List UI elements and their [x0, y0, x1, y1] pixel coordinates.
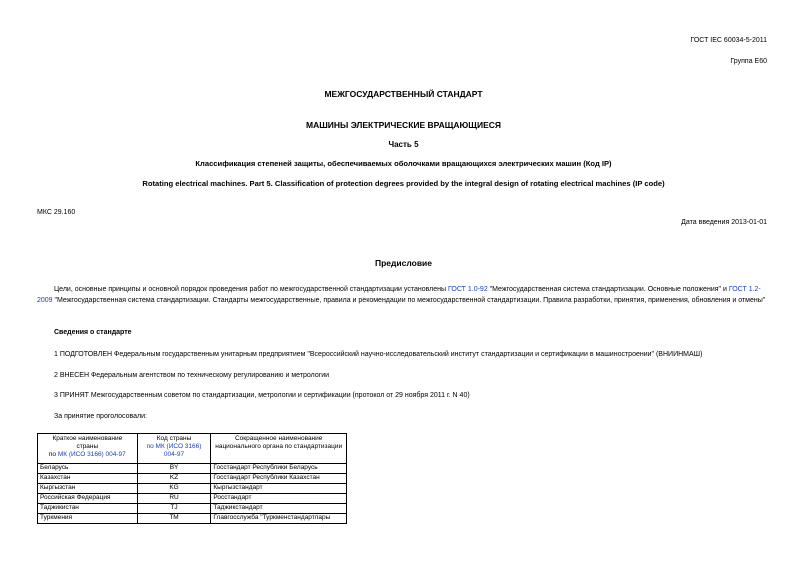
standards-body-cell: Таджикстандарт: [211, 504, 347, 514]
country-cell: Кыргызстан: [38, 484, 138, 494]
standards-body-cell: Госстандарт Республики Казахстан: [211, 474, 347, 484]
standards-body-cell: Кыргызстандарт: [211, 484, 347, 494]
country-cell: Беларусь: [38, 464, 138, 474]
foreword-heading: Предисловие: [374, 258, 433, 268]
code-cell: TM: [137, 514, 211, 524]
table-row: [38, 484, 347, 494]
table-header-row: [38, 434, 347, 464]
code-header-line1: Код страны: [156, 435, 192, 442]
country-code-header: [137, 434, 211, 464]
table-row: [38, 514, 347, 524]
group-code: Группа Е60: [730, 58, 767, 65]
subtitle-english: Rotating electrical machines. Part 5. Classification of protection degrees provided by the integral design of rotating electrical machines (IP code): [142, 179, 665, 188]
standard-info-heading: Сведения о стандарте: [54, 329, 132, 336]
introduction-date: Дата введения 2013-01-01: [681, 219, 767, 226]
code-cell: RU: [137, 494, 211, 504]
mks-code: МКС 29.160: [37, 209, 76, 216]
subtitle-russian: Классификация степеней защиты, обеспечиваемых оболочками вращающихся электрических машин (Код IP): [195, 159, 612, 168]
standard-main-title: МАШИНЫ ЭЛЕКТРИЧЕСКИЕ ВРАЩАЮЩИЕСЯ: [306, 120, 501, 130]
foreword-text-part1: Цели, основные принципы и основной порядок проведения работ по межгосударственной стандартизации установлены: [54, 286, 448, 293]
submitted-by-item: 2 ВНЕСЕН Федеральным агентством по техническому регулированию и метрологии: [54, 372, 330, 379]
standards-body-cell: Госстандарт Республики Беларусь: [211, 464, 347, 474]
code-cell: TJ: [137, 504, 211, 514]
mk-iso-3166-link[interactable]: МК (ИСО 3166) 004-97: [57, 451, 126, 458]
country-header-line2: страны: [76, 443, 99, 450]
country-cell: Казахстан: [38, 474, 138, 484]
part-title: Часть 5: [388, 140, 419, 149]
country-cell: Туркмения: [38, 514, 138, 524]
gost-1-0-92-link[interactable]: ГОСТ 1.0-92: [447, 286, 488, 293]
country-cell: Российская Федерация: [38, 494, 138, 504]
table-row: [38, 464, 347, 474]
country-header-prefix: по: [48, 451, 58, 458]
table-row: [38, 474, 347, 484]
standards-body-cell: Росстандарт: [211, 494, 347, 504]
standards-body-header: Сокращенное наименование национального органа по стандартизации: [211, 434, 347, 464]
code-cell: KZ: [137, 474, 211, 484]
mk-iso-3166-code-link[interactable]: по МК (ИСО 3166) 004-97: [146, 443, 202, 458]
standards-body-cell: Главгосслужба "Туркменстандартлары: [211, 514, 347, 524]
interstate-standard-title: МЕЖГОСУДАРСТВЕННЫЙ СТАНДАРТ: [324, 89, 483, 99]
foreword-text-part3: "Межгосударственная система стандартизации. Стандарты межгосударственные, правила и рекомендации по межгосударственной стандартизации. Правила разработки, принятия, применения, обновления и отмены": [52, 296, 766, 304]
code-cell: KG: [137, 484, 211, 494]
voting-countries-table: [37, 433, 347, 524]
voted-for-label: За принятие проголосовали:: [54, 413, 147, 420]
doc-number: ГОСТ IEC 60034-5-2011: [690, 37, 767, 44]
country-cell: Таджикистан: [38, 504, 138, 514]
foreword-paragraph: [37, 285, 770, 306]
foreword-text-part2: "Межгосударственная система стандартизации. Основные положения" и: [487, 286, 729, 293]
prepared-by-item: 1 ПОДГОТОВЛЕН Федеральным государственным унитарным предприятием "Всероссийский научно-исследовательский институт стандартизации и сертификации в машиностроении" (ВНИИНМАШ): [54, 351, 703, 358]
table-row: [38, 504, 347, 514]
code-cell: BY: [137, 464, 211, 474]
adopted-by-item: 3 ПРИНЯТ Межгосударственным советом по стандартизации, метрологии и сертификации (протокол от 29 ноября 2011 г. N 40): [54, 392, 470, 399]
country-header-line1: Краткое наименование: [52, 435, 123, 442]
gost-1-2-2009-link[interactable]: ГОСТ 1.2-2009: [37, 286, 761, 304]
table-row: [38, 494, 347, 504]
country-name-header: [38, 434, 138, 464]
